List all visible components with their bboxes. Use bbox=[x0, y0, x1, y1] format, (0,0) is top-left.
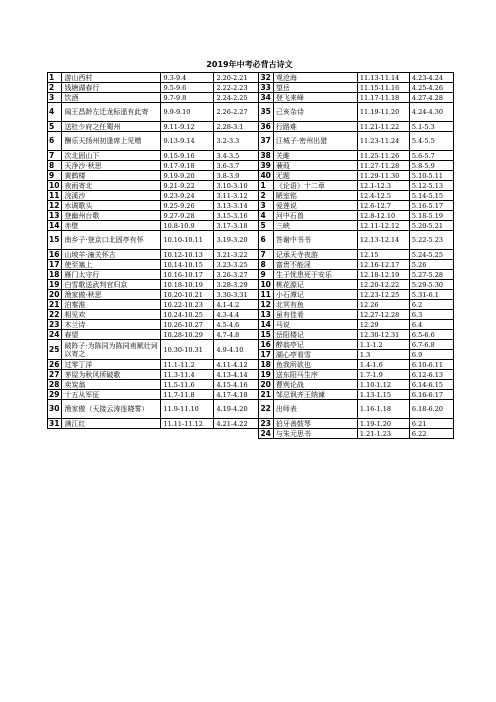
first-date-range: 11.19-11.20 bbox=[357, 103, 409, 122]
table-row bbox=[48, 151, 454, 161]
row-number: 9 bbox=[48, 171, 62, 181]
row-number: 38 bbox=[259, 151, 273, 161]
poem-title: 闻王昌龄左迁龙标遥有此寄 bbox=[62, 103, 161, 122]
table-row bbox=[48, 221, 454, 231]
row-number: 12 bbox=[259, 300, 273, 310]
row-number: 27 bbox=[48, 370, 62, 380]
first-date-range: 9.15-9.16 bbox=[161, 151, 214, 161]
poem-title: 河中石兽 bbox=[273, 211, 357, 221]
row-number: 34 bbox=[259, 93, 273, 103]
review-date-range: 3.6-3.7 bbox=[214, 161, 259, 171]
table-row bbox=[48, 320, 454, 330]
first-date-range: 12.1-12.3 bbox=[357, 181, 409, 191]
poem-title: 满江红 bbox=[62, 419, 161, 429]
row-number: 5 bbox=[259, 221, 273, 231]
review-date-range: 2.22-2.23 bbox=[214, 83, 259, 93]
poem-title: 赤壁 bbox=[62, 221, 161, 231]
row-number: 25 bbox=[48, 340, 62, 360]
review-date-range: 4.25-4.26 bbox=[409, 83, 453, 93]
table-row bbox=[48, 290, 454, 300]
table-row bbox=[48, 360, 454, 370]
review-date-range: 4.1-4.2 bbox=[214, 300, 259, 310]
review-date-range: 5.20-5.21 bbox=[409, 221, 453, 231]
first-date-range: 11.17-11.18 bbox=[357, 93, 409, 103]
poem-title: 爱莲说 bbox=[273, 201, 357, 211]
row-number: 11 bbox=[48, 191, 62, 201]
poem-title: 相见欢 bbox=[62, 310, 161, 320]
row-number: 4 bbox=[48, 103, 62, 122]
row-number: 16 bbox=[259, 340, 273, 350]
first-date-range: 12.27-12.28 bbox=[357, 310, 409, 320]
first-date-range: 10.20-10.21 bbox=[161, 290, 214, 300]
first-date-range: 10.14-10.15 bbox=[161, 260, 214, 270]
empty-cell bbox=[214, 429, 259, 439]
review-date-range: 4.11-4.12 bbox=[214, 360, 259, 370]
poem-title: 陋室铭 bbox=[273, 191, 357, 201]
poem-title: 望岳 bbox=[273, 83, 357, 93]
poem-title: 关雎 bbox=[273, 151, 357, 161]
first-date-range: 11.15-11.16 bbox=[357, 83, 409, 93]
review-date-range: 6.9 bbox=[409, 350, 453, 360]
review-date-range: 5.29-5.30 bbox=[409, 280, 453, 290]
poem-title: 桃花源记 bbox=[273, 280, 357, 290]
row-number: 24 bbox=[48, 330, 62, 340]
review-date-range: 4.7-4.8 bbox=[214, 330, 259, 340]
first-date-range: 11.29-11.30 bbox=[357, 171, 409, 181]
first-date-range: 11.21-11.22 bbox=[357, 122, 409, 132]
review-date-range: 3.10-3.10 bbox=[214, 181, 259, 191]
poem-title: 天净沙·秋思 bbox=[62, 161, 161, 171]
first-date-range: 10.10-10.11 bbox=[161, 231, 214, 250]
row-number: 21 bbox=[48, 300, 62, 310]
first-date-range: 12.23-12.25 bbox=[357, 290, 409, 300]
review-date-range: 3.30-3.31 bbox=[214, 290, 259, 300]
review-date-range: 4.17-4.18 bbox=[214, 390, 259, 400]
table-row bbox=[48, 73, 454, 83]
poem-title: 登飞来峰 bbox=[273, 93, 357, 103]
poem-title: 雁门太守行 bbox=[62, 270, 161, 280]
table-row bbox=[48, 191, 454, 201]
row-number: 23 bbox=[48, 320, 62, 330]
review-date-range: 5.12-5.13 bbox=[409, 181, 453, 191]
row-number: 10 bbox=[48, 181, 62, 191]
poem-title: 答谢中书书 bbox=[273, 231, 357, 250]
poem-title: 黄鹤楼 bbox=[62, 171, 161, 181]
poem-title: 北冥有鱼 bbox=[273, 300, 357, 310]
table-row bbox=[48, 83, 454, 93]
poem-title: 马说 bbox=[273, 320, 357, 330]
first-date-range: 10.28-10.29 bbox=[161, 330, 214, 340]
row-number: 28 bbox=[48, 380, 62, 390]
row-number: 3 bbox=[259, 201, 273, 211]
poem-title: 与朱元思书 bbox=[273, 429, 357, 439]
empty-cell bbox=[161, 429, 214, 439]
table-row bbox=[48, 340, 454, 350]
review-date-range: 6.16-6.17 bbox=[409, 390, 453, 400]
poem-title: 钱塘湖春行 bbox=[62, 83, 161, 93]
first-date-range: 1.16-1.18 bbox=[357, 400, 409, 419]
first-date-range: 12.20-12.22 bbox=[357, 280, 409, 290]
first-date-range: 9.5-9.6 bbox=[161, 83, 214, 93]
review-date-range: 5.14-5.15 bbox=[409, 191, 453, 201]
poem-title: 过零丁洋 bbox=[62, 360, 161, 370]
poem-title: 渔家傲（天接云涛连晓雾） bbox=[62, 400, 161, 419]
row-number: 8 bbox=[48, 161, 62, 171]
poem-title: 虽有佳肴 bbox=[273, 310, 357, 320]
table-row bbox=[48, 171, 454, 181]
row-number: 6 bbox=[48, 132, 62, 151]
poem-title: 酬乐天扬州初逢席上见赠 bbox=[62, 132, 161, 151]
first-date-range: 1.4-1.6 bbox=[357, 360, 409, 370]
review-date-range: 3.8-3.9 bbox=[214, 171, 259, 181]
table-row bbox=[48, 260, 454, 270]
review-date-range: 6.2 bbox=[409, 300, 453, 310]
row-number: 10 bbox=[259, 280, 273, 290]
first-date-range: 10.18-10.19 bbox=[161, 280, 214, 290]
poem-title: 破阵子·为陈同为陈同甫赋壮词以寄之 bbox=[62, 340, 161, 360]
poem-title: 行路难 bbox=[273, 122, 357, 132]
row-number: 2 bbox=[259, 191, 273, 201]
row-number: 13 bbox=[48, 211, 62, 221]
poem-title: 三峡 bbox=[273, 221, 357, 231]
review-date-range: 3.17-3.18 bbox=[214, 221, 259, 231]
first-date-range: 1.10-1.12 bbox=[357, 380, 409, 390]
review-date-range: 6.14-6.15 bbox=[409, 380, 453, 390]
recitation-schedule-table bbox=[47, 72, 454, 439]
first-date-range: 9.27-9.28 bbox=[161, 211, 214, 221]
first-date-range: 12.13-12.14 bbox=[357, 231, 409, 250]
poem-title: 己亥杂诗 bbox=[273, 103, 357, 122]
review-date-range: 3.26-3.27 bbox=[214, 270, 259, 280]
poem-title: 伯牙善鼓琴 bbox=[273, 419, 357, 429]
row-number: 21 bbox=[259, 390, 273, 400]
row-number: 23 bbox=[259, 419, 273, 429]
review-date-range: 4.15-4.16 bbox=[214, 380, 259, 390]
row-number: 31 bbox=[48, 419, 62, 429]
poem-title: 次北固山下 bbox=[62, 151, 161, 161]
row-number: 14 bbox=[259, 320, 273, 330]
poem-title: 卖炭翁 bbox=[62, 380, 161, 390]
poem-title: 鱼我所欲也 bbox=[273, 360, 357, 370]
table-row bbox=[48, 429, 454, 439]
poem-title: 送杜少府之任蜀州 bbox=[62, 122, 161, 132]
review-date-range: 6.7-6.8 bbox=[409, 340, 453, 350]
first-date-range: 12.8-12.10 bbox=[357, 211, 409, 221]
table-row bbox=[48, 122, 454, 132]
review-date-range: 4.3-4.4 bbox=[214, 310, 259, 320]
review-date-range: 4.9-4.10 bbox=[214, 340, 259, 360]
table-row bbox=[48, 370, 454, 380]
first-date-range: 11.23-11.24 bbox=[357, 132, 409, 151]
first-date-range: 9.21-9.22 bbox=[161, 181, 214, 191]
review-date-range: 5.26 bbox=[409, 260, 453, 270]
first-date-range: 9.11-9.12 bbox=[161, 122, 214, 132]
poem-title: 记承天寺夜游 bbox=[273, 250, 357, 260]
first-date-range: 11.9-11.10 bbox=[161, 400, 214, 419]
table-row bbox=[48, 93, 454, 103]
poem-title: 夜雨寄北 bbox=[62, 181, 161, 191]
row-number: 12 bbox=[48, 201, 62, 211]
poem-title: 泊秦淮 bbox=[62, 300, 161, 310]
review-date-range: 6.4 bbox=[409, 320, 453, 330]
poem-title: 无题 bbox=[273, 171, 357, 181]
row-number: 15 bbox=[48, 231, 62, 250]
review-date-range: 4.24-4.30 bbox=[409, 103, 453, 122]
review-date-range: 3.2-3.3 bbox=[214, 132, 259, 151]
review-date-range: 4.13-4.14 bbox=[214, 370, 259, 380]
table-row bbox=[48, 250, 454, 260]
review-date-range: 3.13-3.14 bbox=[214, 201, 259, 211]
first-date-range: 1.1-1.2 bbox=[357, 340, 409, 350]
poem-title: 浣溪沙 bbox=[62, 191, 161, 201]
row-number: 11 bbox=[259, 290, 273, 300]
poem-title: 渔家傲·秋思 bbox=[62, 290, 161, 300]
review-date-range: 5.1-5.3 bbox=[409, 122, 453, 132]
poem-title: 白雪歌送武判官归京 bbox=[62, 280, 161, 290]
review-date-range: 3.4-3.5 bbox=[214, 151, 259, 161]
review-date-range: 6.21 bbox=[409, 419, 453, 429]
row-number: 36 bbox=[259, 122, 273, 132]
table-row bbox=[48, 400, 454, 419]
table-body bbox=[48, 73, 454, 439]
first-date-range: 1.3 bbox=[357, 350, 409, 360]
first-date-range: 10.26-10.27 bbox=[161, 320, 214, 330]
poem-title: 送东阳马生序 bbox=[273, 370, 357, 380]
row-number: 40 bbox=[259, 171, 273, 181]
table-row bbox=[48, 201, 454, 211]
row-number: 16 bbox=[48, 250, 62, 260]
table-row bbox=[48, 330, 454, 340]
first-date-range: 11.13-11.14 bbox=[357, 73, 409, 83]
review-date-range: 5.24-5.25 bbox=[409, 250, 453, 260]
poem-title: 湖心亭看雪 bbox=[273, 350, 357, 360]
first-date-range: 11.3-11.4 bbox=[161, 370, 214, 380]
first-date-range: 9.19-9.20 bbox=[161, 171, 214, 181]
row-number: 22 bbox=[259, 400, 273, 419]
row-number: 2 bbox=[48, 83, 62, 93]
review-date-range: 6.22 bbox=[409, 429, 453, 439]
empty-cell bbox=[62, 429, 161, 439]
first-date-range: 11.1-11.2 bbox=[161, 360, 214, 370]
poem-title: 邹忌讽齐王纳谏 bbox=[273, 390, 357, 400]
review-date-range: 2.24-2.25 bbox=[214, 93, 259, 103]
row-number: 8 bbox=[259, 260, 273, 270]
review-date-range: 5.6-5.7 bbox=[409, 151, 453, 161]
review-date-range: 4.23-4.24 bbox=[409, 73, 453, 83]
first-date-range: 10.8-10.9 bbox=[161, 221, 214, 231]
poem-title: 南乡子·登京口北固亭有怀 bbox=[62, 231, 161, 250]
first-date-range: 11.27-11.28 bbox=[357, 161, 409, 171]
first-date-range: 12.30-12.31 bbox=[357, 330, 409, 340]
row-number: 20 bbox=[259, 380, 273, 390]
review-date-range: 2.20-2.21 bbox=[214, 73, 259, 83]
poem-title: 观沧海 bbox=[273, 73, 357, 83]
table-row bbox=[48, 103, 454, 122]
table-row bbox=[48, 231, 454, 250]
poem-title: 生于忧患死于安乐 bbox=[273, 270, 357, 280]
table-row bbox=[48, 419, 454, 429]
review-date-range: 3.19-3.20 bbox=[214, 231, 259, 250]
poem-title: 江城子·密州出猎 bbox=[273, 132, 357, 151]
first-date-range: 9.23-9.24 bbox=[161, 191, 214, 201]
review-date-range: 6.5-6.6 bbox=[409, 330, 453, 340]
review-date-range: 3.28-3.29 bbox=[214, 280, 259, 290]
review-date-range: 4.21-4.22 bbox=[214, 419, 259, 429]
row-number: 7 bbox=[259, 250, 273, 260]
row-number: 7 bbox=[48, 151, 62, 161]
row-number: 15 bbox=[259, 330, 273, 340]
first-date-range: 12.4-12.5 bbox=[357, 191, 409, 201]
table-row bbox=[48, 280, 454, 290]
row-number: 13 bbox=[259, 310, 273, 320]
first-date-range: 1.7-1.9 bbox=[357, 370, 409, 380]
review-date-range: 5.22-5.23 bbox=[409, 231, 453, 250]
first-date-range: 12.11-12.12 bbox=[357, 221, 409, 231]
review-date-range: 6.10-6.11 bbox=[409, 360, 453, 370]
first-date-range: 10.16-10.17 bbox=[161, 270, 214, 280]
table-row bbox=[48, 211, 454, 221]
table-row bbox=[48, 380, 454, 390]
poem-title: 登幽州台歌 bbox=[62, 211, 161, 221]
poem-title: 出师表 bbox=[273, 400, 357, 419]
review-date-range: 3.15-3.16 bbox=[214, 211, 259, 221]
first-date-range: 10.30-10.31 bbox=[161, 340, 214, 360]
first-date-range: 12.26 bbox=[357, 300, 409, 310]
first-date-range: 1.19-1.20 bbox=[357, 419, 409, 429]
table-row bbox=[48, 161, 454, 171]
poem-title: 水调歌头 bbox=[62, 201, 161, 211]
table-row bbox=[48, 310, 454, 320]
row-number: 29 bbox=[48, 390, 62, 400]
review-date-range: 3.11-3.12 bbox=[214, 191, 259, 201]
first-date-range: 10.12-10.13 bbox=[161, 250, 214, 260]
review-date-range: 5.4-5.5 bbox=[409, 132, 453, 151]
row-number: 37 bbox=[259, 132, 273, 151]
poem-title: 富贵不能淫 bbox=[273, 260, 357, 270]
row-number: 1 bbox=[259, 181, 273, 191]
poem-title: 山坡羊·潼关怀古 bbox=[62, 250, 161, 260]
first-date-range: 12.29 bbox=[357, 320, 409, 330]
poem-title: 蒹葭 bbox=[273, 161, 357, 171]
review-date-range: 3.23-3.25 bbox=[214, 260, 259, 270]
first-date-range: 9.17-9.18 bbox=[161, 161, 214, 171]
review-date-range: 4.5-4.6 bbox=[214, 320, 259, 330]
row-number: 5 bbox=[48, 122, 62, 132]
poem-title: 游山西村 bbox=[62, 73, 161, 83]
row-number: 39 bbox=[259, 161, 273, 171]
review-date-range: 4.27-4.28 bbox=[409, 93, 453, 103]
review-date-range: 5.31-6.1 bbox=[409, 290, 453, 300]
first-date-range: 9.25-9.26 bbox=[161, 201, 214, 211]
poem-title: 曹刿论战 bbox=[273, 380, 357, 390]
row-number: 3 bbox=[48, 93, 62, 103]
first-date-range: 11.11-11.12 bbox=[161, 419, 214, 429]
table-row bbox=[48, 270, 454, 280]
first-date-range: 9.13-9.14 bbox=[161, 132, 214, 151]
first-date-range: 11.25-11.26 bbox=[357, 151, 409, 161]
review-date-range: 6.3 bbox=[409, 310, 453, 320]
first-date-range: 12.15 bbox=[357, 250, 409, 260]
first-date-range: 12.18-12.19 bbox=[357, 270, 409, 280]
review-date-range: 5.18-5.19 bbox=[409, 211, 453, 221]
document-title: 2019年中考必背古诗文 bbox=[206, 60, 293, 69]
review-date-range: 5.16-5.17 bbox=[409, 201, 453, 211]
poem-title: 小石潭记 bbox=[273, 290, 357, 300]
row-number: 19 bbox=[48, 280, 62, 290]
row-number: 30 bbox=[48, 400, 62, 419]
poem-title: 使至塞上 bbox=[62, 260, 161, 270]
poem-title: 春望 bbox=[62, 330, 161, 340]
row-number: 17 bbox=[48, 260, 62, 270]
review-date-range: 3.21-3.22 bbox=[214, 250, 259, 260]
row-number: 9 bbox=[259, 270, 273, 280]
review-date-range: 2.28-3.1 bbox=[214, 122, 259, 132]
row-number: 19 bbox=[259, 370, 273, 380]
first-date-range: 11.5-11.6 bbox=[161, 380, 214, 390]
poem-title: 《论语》十二章 bbox=[273, 181, 357, 191]
row-number: 33 bbox=[259, 83, 273, 93]
table-row bbox=[48, 181, 454, 191]
poem-title: 茅屋为秋风所破歌 bbox=[62, 370, 161, 380]
first-date-range: 10.24-10.25 bbox=[161, 310, 214, 320]
row-number: 26 bbox=[48, 360, 62, 370]
review-date-range: 4.19-4.20 bbox=[214, 400, 259, 419]
row-number: 35 bbox=[259, 103, 273, 122]
row-number: 18 bbox=[48, 270, 62, 280]
poem-title: 醉翁亭记 bbox=[273, 340, 357, 350]
row-number: 18 bbox=[259, 360, 273, 370]
row-number: 14 bbox=[48, 221, 62, 231]
first-date-range: 12.6-12.7 bbox=[357, 201, 409, 211]
first-date-range: 12.16-12.17 bbox=[357, 260, 409, 270]
first-date-range: 10.22-10.23 bbox=[161, 300, 214, 310]
row-number: 1 bbox=[48, 73, 62, 83]
first-date-range: 9.3-9.4 bbox=[161, 73, 214, 83]
poem-title: 木兰诗 bbox=[62, 320, 161, 330]
review-date-range: 2.26-2.27 bbox=[214, 103, 259, 122]
poem-title: 十五从军征 bbox=[62, 390, 161, 400]
review-date-range: 6.12-6.13 bbox=[409, 370, 453, 380]
poem-title: 饮酒 bbox=[62, 93, 161, 103]
table-row bbox=[48, 132, 454, 151]
row-number: 32 bbox=[259, 73, 273, 83]
first-date-range: 1.13-1.15 bbox=[357, 390, 409, 400]
table-row bbox=[48, 390, 454, 400]
review-date-range: 6.18-6.20 bbox=[409, 400, 453, 419]
row-number: 22 bbox=[48, 310, 62, 320]
review-date-range: 5.27-5.28 bbox=[409, 270, 453, 280]
first-date-range: 11.7-11.8 bbox=[161, 390, 214, 400]
row-number: 24 bbox=[259, 429, 273, 439]
poem-title: 岳阳楼记 bbox=[273, 330, 357, 340]
first-date-range: 9.7-9.8 bbox=[161, 93, 214, 103]
review-date-range: 5.10-5.11 bbox=[409, 171, 453, 181]
row-number: 20 bbox=[48, 290, 62, 300]
empty-cell bbox=[48, 429, 62, 439]
row-number: 6 bbox=[259, 231, 273, 250]
table-row bbox=[48, 300, 454, 310]
row-number: 17 bbox=[259, 350, 273, 360]
first-date-range: 1.21-1.23 bbox=[357, 429, 409, 439]
row-number: 4 bbox=[259, 211, 273, 221]
review-date-range: 5.8-5.9 bbox=[409, 161, 453, 171]
first-date-range: 9.9-9.10 bbox=[161, 103, 214, 122]
